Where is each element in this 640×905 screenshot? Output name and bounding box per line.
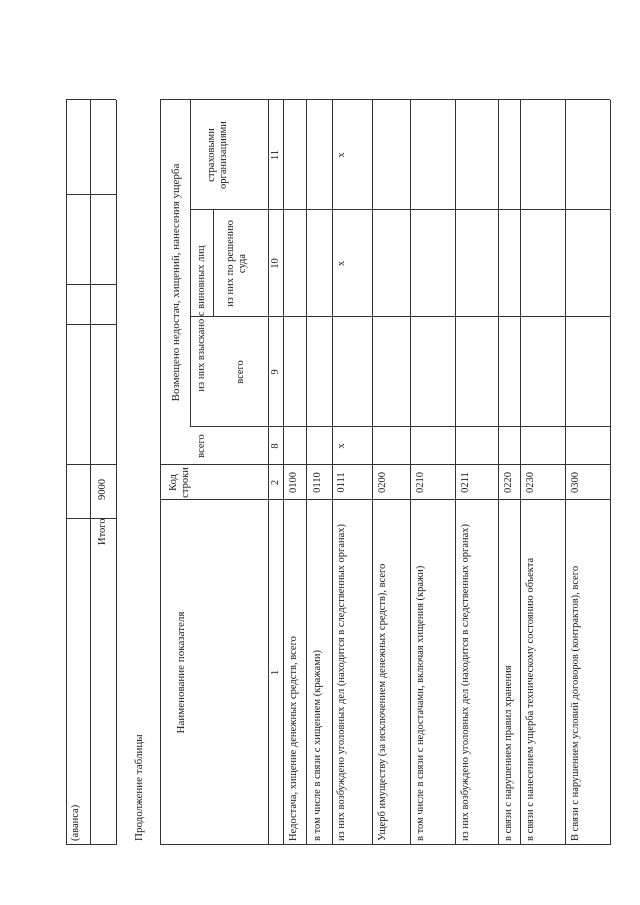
- row-name: в связи с нарушением правил хранения: [503, 665, 514, 841]
- header-recovered-group: из них взыскано с виновных лиц: [196, 245, 207, 392]
- row-name: в связи с нанесением ущерба техническому состоянию объекта: [525, 557, 536, 841]
- cell-col10: х: [336, 260, 347, 267]
- row-name: в том числе в связи с недостачами, включая хищения (кражи): [415, 565, 426, 841]
- header-code-column: Код строки: [168, 467, 191, 498]
- col-number: 1: [270, 669, 281, 676]
- total-code: 9000: [97, 479, 108, 500]
- header-recovered-court: из них по решению суда: [225, 220, 248, 307]
- row-code: 0100: [288, 472, 299, 493]
- col-number: 9: [270, 369, 281, 375]
- total-label: Итого: [97, 518, 108, 545]
- continuation-label: Продолжение таблицы: [133, 734, 145, 841]
- header-total: всего: [196, 434, 207, 458]
- row-name: в том числе в связи с хищением (кражами): [312, 650, 323, 841]
- row-code: 0110: [312, 472, 323, 493]
- row-name: В связи с нарушением условий договоров (контрактов), всего: [570, 565, 581, 841]
- row-code: 0200: [377, 472, 388, 493]
- cell-col11: х: [336, 152, 347, 158]
- col-number: 8: [270, 443, 281, 449]
- row-code: 0300: [570, 472, 581, 493]
- row-code: 0111: [336, 472, 347, 493]
- header-recovered-total: всего: [235, 360, 246, 384]
- cell-col8: х: [336, 443, 347, 449]
- col-number: 11: [270, 149, 281, 161]
- row-name: из них возбуждено уголовных дел (находится в следственных органах): [460, 523, 471, 841]
- row-code: 0211: [460, 472, 471, 493]
- col-number: 2: [270, 479, 281, 486]
- header-compensated-group: Возмещено недостач, хищений, нанесения ущерба: [170, 163, 182, 402]
- top-continued-text: (аванса): [70, 804, 81, 841]
- row-name: Недостача, хищение денежных средств, всего: [288, 636, 299, 841]
- row-name: из них возбуждено уголовных дел (находится в следственных органах): [336, 523, 347, 841]
- row-code: 0220: [503, 472, 514, 493]
- header-insurers: страховыми организациями: [206, 121, 229, 189]
- col-number: 10: [270, 258, 281, 269]
- row-code: 0210: [415, 472, 426, 493]
- row-name: Ущерб имуществу (за исключением денежных средств), всего: [377, 563, 388, 841]
- header-name-column: Наименование показателя: [175, 611, 187, 734]
- row-code: 0230: [525, 472, 536, 493]
